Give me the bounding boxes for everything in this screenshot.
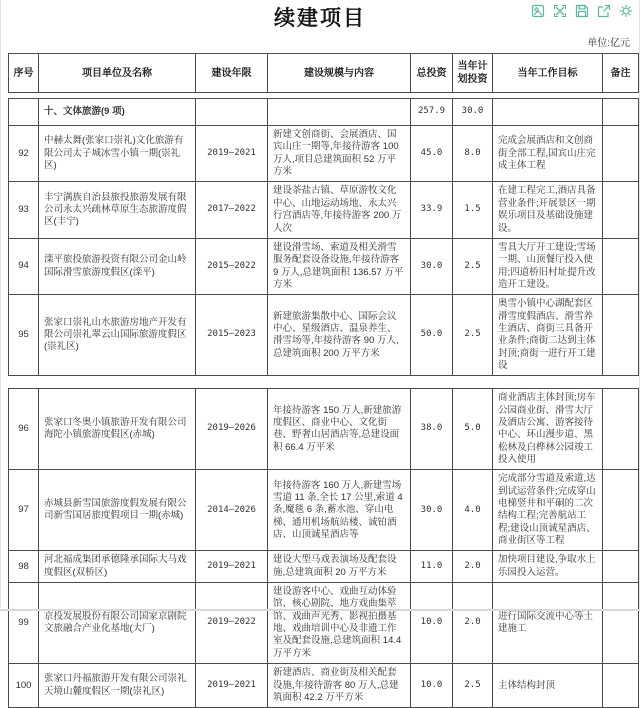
cell-remark xyxy=(603,389,639,470)
table-header xyxy=(8,53,639,93)
cell-scale-content: 新建旅游集散中心、国际会议中心、星级酒店、温泉养生、滑雪场等,年接待游客 90 万人,总建筑面积 200 万平方米 xyxy=(268,295,411,376)
table-row xyxy=(9,182,639,238)
cell-total-investment: 33.9 xyxy=(411,182,453,238)
cell-total-investment: 50.0 xyxy=(411,295,453,376)
cell-total-investment: 30.0 xyxy=(411,238,453,294)
cell-construction-years: 2017—2022 xyxy=(196,182,268,238)
header-serial-number: 序号 xyxy=(9,54,39,93)
section-title: 十、文体旅游(9 项) xyxy=(39,99,196,126)
cell-total-investment: 45.0 xyxy=(411,126,453,182)
table-row xyxy=(9,389,639,470)
cell-project-name: 张家口冬奥小镇旅游开发有限公司海陀小镇旅游度假区(赤城) xyxy=(39,389,196,470)
cell-project-name: 张家口崇礼山水旅游房地产开发有限公司崇礼翠云山国际旅游度假区(崇礼区) xyxy=(39,295,196,376)
cell-serial-number: 98 xyxy=(9,551,39,583)
viewer-toolbar xyxy=(531,4,633,18)
cell-construction-years: 2019—2022 xyxy=(196,583,268,664)
save-icon[interactable] xyxy=(575,4,589,18)
cell-remark xyxy=(603,551,639,583)
section-plan-investment: 30.0 xyxy=(453,99,493,126)
cell-plan-investment: 2.0 xyxy=(453,551,493,583)
cell-work-goal: 进行国际交流中心等土建施工 xyxy=(493,583,603,664)
cell-remark xyxy=(603,99,639,126)
cell-construction-years: 2015—2022 xyxy=(196,238,268,294)
table-row xyxy=(9,664,639,708)
cell-plan-investment: 5.0 xyxy=(453,389,493,470)
settings-icon[interactable] xyxy=(619,4,633,18)
table-row xyxy=(9,295,639,376)
cell-project-name: 丰宁满族自治县旅投旅游发展有限公司永太兴疏林草原生态旅游度假区(丰宁) xyxy=(39,182,196,238)
cell-work-goal: 主体结构封顶 xyxy=(493,664,603,708)
cell-plan-investment: 2.5 xyxy=(453,295,493,376)
cell-total-investment: 10.0 xyxy=(411,664,453,708)
cell-project-name: 赤城县新雪国旅游度假发展有限公司新雪国居旅度假项目一期(赤城) xyxy=(39,470,196,551)
cell-total-investment: 30.0 xyxy=(411,470,453,551)
header-project-name: 项目单位及名称 xyxy=(39,54,196,93)
cell-construction-years: 2019—2026 xyxy=(196,389,268,470)
cell-scale-content: 年接待游客 150 万人,新建旅游度假区、商业中心、文化街巷、野奢山居酒店等,总建设面积 66.4 万平米 xyxy=(268,389,411,470)
cell-remark xyxy=(603,664,639,708)
cell-project-name: 河北福成集团承德隆承国际大马戏度假区(双桥区) xyxy=(39,551,196,583)
cell-remark xyxy=(603,470,639,551)
table-block-1 xyxy=(8,98,639,376)
cell-serial-number: 97 xyxy=(9,470,39,551)
cell-scale-content xyxy=(268,99,411,126)
cell-project-name: 张家口丹福旅游开发有限公司崇礼天境山麓度假区一期(崇礼区) xyxy=(39,664,196,708)
cell-serial-number: 100 xyxy=(9,664,39,708)
cell-work-goal: 完成部分雪道及索道,达到试运营条件;完成穿山电梯竖井和平硐的二次结构工程;完善航站工程;建设山顶诚星酒店、商业街区等工程 xyxy=(493,470,603,551)
cell-remark xyxy=(603,295,639,376)
cell-serial-number: 93 xyxy=(9,182,39,238)
cell-scale-content: 建设游客中心、戏曲互动体验馆、核心剧院、地方戏曲集萃馆、戏曲声光秀、影视拍摄基地、戏曲培训中心及非遗工作室及配套设施,总建筑面积 14.4 万平方米 xyxy=(268,583,411,664)
table-block-2 xyxy=(8,388,639,708)
cell-serial-number: 92 xyxy=(9,126,39,182)
cell-construction-years: 2015—2023 xyxy=(196,295,268,376)
cell-construction-years: 2019—2021 xyxy=(196,126,268,182)
table-row xyxy=(9,551,639,583)
preview-icon[interactable] xyxy=(531,4,545,18)
cell-remark xyxy=(603,182,639,238)
cell-plan-investment: 4.0 xyxy=(453,470,493,551)
cell-work-goal: 奥雪小镇中心湖配套区滑雪度假酒店、滑雪养生酒店、商街三具备开业条件;商街二达到主体封顶;商街一进行开工建设 xyxy=(493,295,603,376)
cell-plan-investment: 2.5 xyxy=(453,238,493,294)
cell-project-name: 滦平旅投旅游投资有限公司金山岭国际滑雪旅游度假区(滦平) xyxy=(39,238,196,294)
header-construction-years: 建设年限 xyxy=(196,54,268,93)
cell-scale-content: 新建文创商街、会展酒店、国宾山庄一期等,年接待游客 100 万人,项目总建筑面积 52 万平方米 xyxy=(268,126,411,182)
header-plan-investment: 当年计划投资 xyxy=(453,54,493,93)
cell-total-investment: 10.0 xyxy=(411,583,453,664)
cell-project-name: 京投发展股份有限公司国家京剧院文旅融合产业化基地(大厂) xyxy=(39,583,196,664)
cell-work-goal: 完成会展酒店和文创商街全部工程,国宾山庄完成主体工程 xyxy=(493,126,603,182)
table-row xyxy=(9,470,639,551)
cell-work-goal: 在建工程完工,酒店具备营业条件;开展景区一期娱乐项目及基础设施建设。 xyxy=(493,182,603,238)
cell-plan-investment: 2.0 xyxy=(453,583,493,664)
cell-construction-years: 2019—2021 xyxy=(196,551,268,583)
page-title: 续建项目 xyxy=(274,7,366,30)
cell-serial-number: 96 xyxy=(9,389,39,470)
header-work-goal: 当年工作目标 xyxy=(493,54,603,93)
cell-scale-content: 年接待游客 160 万人,新建雪场雪道 11 条,全长 17 公里,索道 4 条,魔毯 6 条,蓄水池、穿山电梯、通用机场航站楼、诚铂酒店、山顶诚星酒店等 xyxy=(268,470,411,551)
cell-work-goal xyxy=(493,99,603,126)
cell-construction-years xyxy=(196,99,268,126)
cell-total-investment: 38.0 xyxy=(411,389,453,470)
cell-scale-content: 建设茶盐古镇、草原游牧文化中心、山地运动场地、永太兴行宫酒店等,年接待游客 200 万人次 xyxy=(268,182,411,238)
cell-work-goal: 加快项目建设,争取水上乐园投入运营。 xyxy=(493,551,603,583)
cell-remark xyxy=(603,238,639,294)
share-icon[interactable] xyxy=(597,4,611,18)
table-row xyxy=(9,126,639,182)
header-row xyxy=(9,54,639,93)
cell-remark xyxy=(603,126,639,182)
cell-construction-years: 2014—2026 xyxy=(196,470,268,551)
header-scale-content: 建设规模与内容 xyxy=(268,54,411,93)
cell-serial-number: 95 xyxy=(9,295,39,376)
cell-scale-content: 建设滑雪场、索道及相关滑雪服务配套设备设施,年接待游客 9 万人,总建筑面积 136.57 万平方米 xyxy=(268,238,411,294)
section-total-investment: 257.9 xyxy=(411,99,453,126)
cell-plan-investment: 1.5 xyxy=(453,182,493,238)
table-row xyxy=(9,238,639,294)
header-total-investment: 总投资 xyxy=(411,54,453,93)
cell-work-goal: 商业酒店主体封顶;房车公园商业街、滑雪大厅及酒店公寓、游客接待中心、环山漫步道、黑松林及白桦林公园竣工投入使用 xyxy=(493,389,603,470)
cell-construction-years: 2019—2021 xyxy=(196,664,268,708)
header-remark: 备注 xyxy=(603,54,639,93)
cell-work-goal: 雪具大厅开工建设;雪场一期、山顶餐厅投入使用;四道桥旧村址提升改造开工建设。 xyxy=(493,238,603,294)
cell-serial-number: 94 xyxy=(9,238,39,294)
table-row xyxy=(9,583,639,664)
cell-scale-content: 建设大型马戏表演场及配套设施,总建筑面积 20 万平方米 xyxy=(268,551,411,583)
unit-label: 单位:亿元 xyxy=(587,38,630,50)
section-summary-row xyxy=(9,99,639,126)
cell-remark xyxy=(603,583,639,664)
cell-project-name: 中赫太舞(张家口崇礼)文化旅游有限公司太子城冰雪小镇一期(崇礼区) xyxy=(39,126,196,182)
cell-plan-investment: 8.0 xyxy=(453,126,493,182)
fullscreen-icon[interactable] xyxy=(553,4,567,18)
cell-serial-number: 99 xyxy=(9,583,39,664)
cell-serial-number xyxy=(9,99,39,126)
cell-total-investment: 11.0 xyxy=(411,551,453,583)
cell-scale-content: 新建酒店、商业街及相关配套设施,年接待游客 80 万人,总建筑面积 42.2 万平方米 xyxy=(268,664,411,708)
cell-plan-investment: 2.5 xyxy=(453,664,493,708)
